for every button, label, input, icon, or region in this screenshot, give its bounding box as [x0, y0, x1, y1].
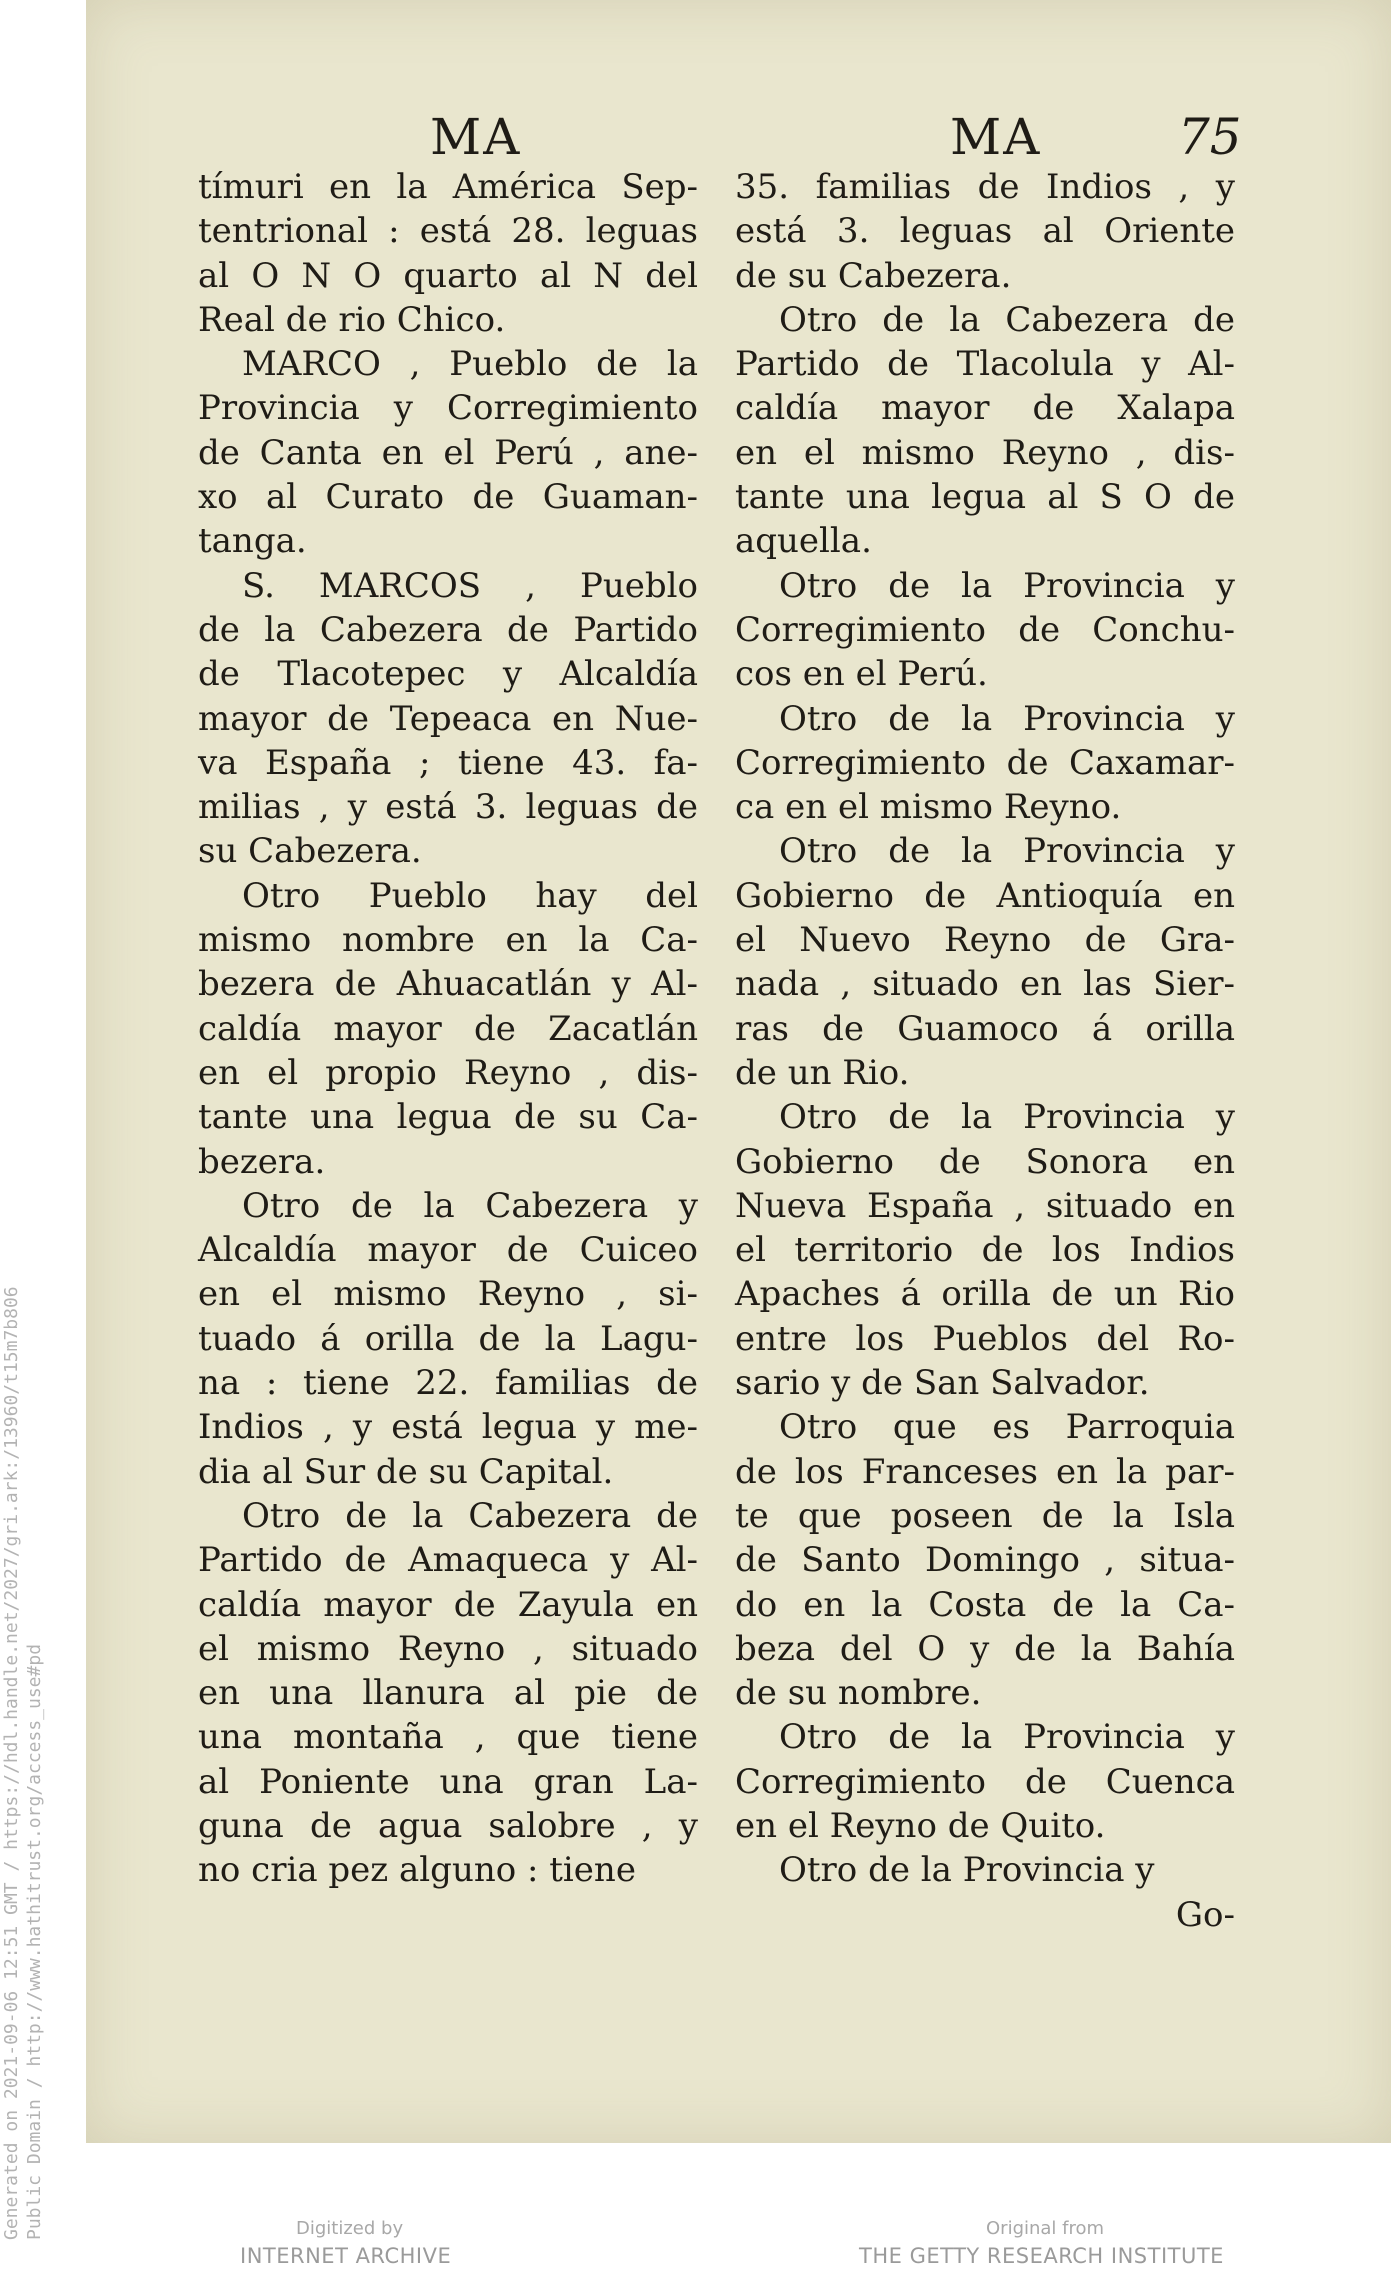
text-line: Otro de la Provincia y — [779, 698, 1235, 739]
text-line: Nueva España , situado en — [735, 1185, 1235, 1226]
text-line: Alcaldía mayor de Cuiceo — [198, 1230, 698, 1271]
text-line: Otro de la Cabezera y — [242, 1185, 698, 1226]
text-line: ras de Guamoco á orilla — [735, 1008, 1235, 1049]
text-line: ca en el mismo Reyno. — [735, 787, 1122, 828]
text-line: tentrional : está 28. leguas — [198, 211, 698, 252]
catchword: Go- — [1175, 1894, 1235, 1935]
digitized-source-label: INTERNET ARCHIVE — [240, 2244, 452, 2268]
text-line: milias , y está 3. leguas de — [198, 787, 698, 828]
text-line: en el Reyno de Quito. — [735, 1805, 1106, 1846]
text-line: una montaña , que tiene — [198, 1717, 698, 1758]
original-from-label: Original from — [986, 2218, 1105, 2239]
text-line: Otro de la Provincia y — [779, 831, 1235, 872]
text-line: de la Cabezera de Partido — [198, 609, 698, 650]
text-line: Corregimiento de Caxamar- — [735, 742, 1235, 783]
text-line: el mismo Reyno , situado — [198, 1628, 698, 1669]
watermark-line-2: Public Domain / http://www.hathitrust.org/access_use#pd — [24, 1643, 45, 2240]
text-line: de su Cabezera. — [735, 255, 1012, 296]
text-line: bezera. — [198, 1141, 326, 1182]
hathitrust-watermark — [0, 1286, 46, 2240]
text-line: dia al Sur de su Capital. — [198, 1451, 614, 1492]
text-line: Otro de la Provincia y — [779, 1097, 1235, 1138]
text-line: entre los Pueblos del Ro- — [735, 1318, 1235, 1359]
running-header-right: MA — [950, 108, 1042, 166]
text-line: Otro Pueblo hay del — [242, 875, 698, 916]
text-line: su Cabezera. — [198, 831, 422, 872]
text-line: Partido de Amaqueca y Al- — [198, 1540, 698, 1581]
text-line: al O N O quarto al N del — [198, 255, 698, 296]
digitized-by-label: Digitized by — [296, 2218, 404, 2239]
text-line: el territorio de los Indios — [735, 1230, 1235, 1271]
text-line: nada , situado en las Sier- — [735, 964, 1235, 1005]
text-line: en el mismo Reyno , si- — [198, 1274, 698, 1315]
text-line: Corregimiento de Cuenca — [735, 1761, 1235, 1802]
text-line: MARCO , Pueblo de la — [242, 344, 698, 385]
text-line: no cria pez alguno : tiene — [198, 1850, 636, 1891]
text-line: tuado á orilla de la Lagu- — [198, 1318, 698, 1359]
text-line: en el mismo Reyno , dis- — [735, 432, 1235, 473]
text-line: Provincia y Corregimiento — [198, 388, 698, 429]
text-line: Corregimiento de Conchu- — [735, 609, 1235, 650]
text-line: tante una legua de su Ca- — [198, 1097, 698, 1138]
text-line: Apaches á orilla de un Rio — [735, 1274, 1235, 1315]
original-source-label: THE GETTY RESEARCH INSTITUTE — [859, 2244, 1224, 2268]
text-column-right — [735, 165, 1235, 1937]
text-line: al Poniente una gran La- — [198, 1761, 698, 1802]
text-line: S. MARCOS , Pueblo — [242, 565, 698, 606]
text-line: aquella. — [735, 521, 872, 562]
text-line: de Santo Domingo , situa- — [735, 1540, 1235, 1581]
running-header-left: MA — [430, 108, 522, 166]
text-line: cos en el Perú. — [735, 654, 988, 695]
text-line: Indios , y está legua y me- — [198, 1407, 698, 1448]
text-line: Otro de la Provincia y — [779, 1850, 1155, 1891]
text-line: Otro que es Parroquia — [779, 1407, 1235, 1448]
text-line: Otro de la Cabezera de — [779, 299, 1235, 340]
text-line: tante una legua al S O de — [735, 477, 1235, 518]
text-line: mismo nombre en la Ca- — [198, 920, 698, 961]
text-line: tanga. — [198, 521, 307, 562]
text-line: está 3. leguas al Oriente — [735, 211, 1235, 252]
text-line: Otro de la Provincia y — [779, 1717, 1235, 1758]
text-line: en el propio Reyno , dis- — [198, 1052, 698, 1093]
text-line: do en la Costa de la Ca- — [735, 1584, 1235, 1625]
text-line: Gobierno de Sonora en — [735, 1141, 1235, 1182]
watermark-line-1: Generated on 2021-09-06 12:51 GMT / https://hdl.handle.net/2027/gri.ark:/13960/t15m7b806 — [1, 1286, 22, 2240]
text-line: va España ; tiene 43. fa- — [198, 742, 698, 783]
text-line: Partido de Tlacolula y Al- — [735, 344, 1235, 385]
text-line: sario y de San Salvador. — [735, 1363, 1150, 1404]
text-line: Gobierno de Antioquía en — [735, 875, 1235, 916]
text-line: na : tiene 22. familias de — [198, 1363, 698, 1404]
text-line: te que poseen de la Isla — [735, 1495, 1235, 1536]
text-line: xo al Curato de Guaman- — [198, 477, 698, 518]
text-line: de los Franceses en la par- — [735, 1451, 1235, 1492]
text-line: de Canta en el Perú , ane- — [198, 432, 698, 473]
text-line: caldía mayor de Zayula en — [198, 1584, 698, 1625]
text-line: Otro de la Provincia y — [779, 565, 1235, 606]
text-line: beza del O y de la Bahía — [735, 1628, 1235, 1669]
text-line: el Nuevo Reyno de Gra- — [735, 920, 1235, 961]
text-line: guna de agua salobre , y — [198, 1805, 698, 1846]
text-line: tímuri en la América Sep- — [198, 167, 698, 207]
page-number: 75 — [1178, 108, 1242, 166]
text-line: bezera de Ahuacatlán y Al- — [198, 964, 698, 1005]
text-line: en una llanura al pie de — [198, 1673, 698, 1714]
text-line: de Tlacotepec y Alcaldía — [198, 654, 698, 695]
text-line: caldía mayor de Xalapa — [735, 388, 1235, 429]
text-line: 35. familias de Indios , y — [735, 167, 1235, 207]
text-line: mayor de Tepeaca en Nue- — [198, 698, 698, 739]
text-line: Otro de la Cabezera de — [242, 1495, 698, 1536]
text-column-left — [198, 165, 698, 1893]
text-line: de su nombre. — [735, 1673, 982, 1714]
text-line: Real de rio Chico. — [198, 299, 506, 340]
text-line: de un Rio. — [735, 1052, 910, 1093]
text-line: caldía mayor de Zacatlán — [198, 1008, 698, 1049]
